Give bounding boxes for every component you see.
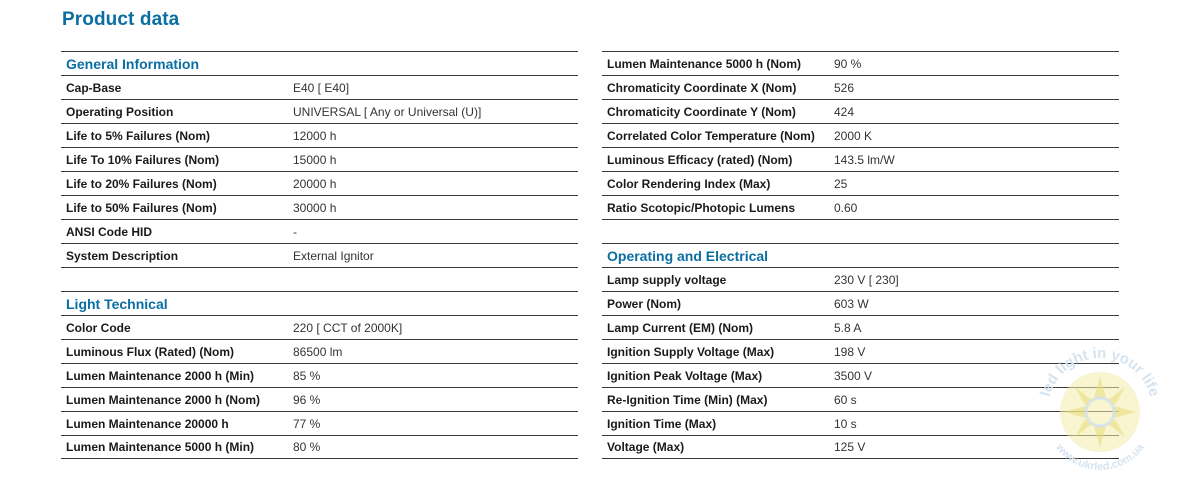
property-value: 2000 K <box>834 128 873 143</box>
property-name: Color Rendering Index (Max) <box>607 176 771 191</box>
property-value: 424 <box>834 104 855 119</box>
section-heading-operating-electrical: Operating and Electrical <box>602 243 1119 267</box>
property-name: System Description <box>66 248 179 263</box>
property-value: 85 % <box>293 368 321 383</box>
property-value: 125 V <box>834 440 866 454</box>
watermark-top-text: led light in your life <box>1037 344 1163 399</box>
property-value: 3500 V <box>834 368 873 383</box>
property-value: 143.5 lm/W <box>834 152 895 167</box>
table-row <box>602 291 1119 315</box>
property-value: 10 s <box>834 416 857 431</box>
table-row <box>602 171 1119 195</box>
property-value: 230 V [ 230] <box>834 272 899 287</box>
property-name: Lamp supply voltage <box>607 272 727 287</box>
table-row <box>61 243 578 267</box>
table-row <box>61 435 578 459</box>
table-row <box>61 147 578 171</box>
table-row <box>61 387 578 411</box>
property-value: 5.8 A <box>834 320 862 335</box>
property-value: 12000 h <box>293 128 337 143</box>
property-value: 526 <box>834 80 855 95</box>
table-row <box>602 51 1119 75</box>
table-row <box>61 171 578 195</box>
property-name: Ratio Scotopic/Photopic Lumens <box>607 200 796 215</box>
property-name: Cap-Base <box>66 80 122 95</box>
property-value: 60 s <box>834 392 857 407</box>
property-name: Life to 50% Failures (Nom) <box>66 200 217 215</box>
left-column <box>61 51 578 459</box>
property-name: Life to 5% Failures (Nom) <box>66 128 211 143</box>
property-name: ANSI Code HID <box>66 224 153 239</box>
property-value: 86500 lm <box>293 344 343 359</box>
property-name: Lumen Maintenance 2000 h (Nom) <box>66 392 261 407</box>
property-value: 198 V <box>834 344 866 359</box>
table-row <box>602 75 1119 99</box>
property-value: 90 % <box>834 56 862 71</box>
table-row <box>602 99 1119 123</box>
property-name: Re-Ignition Time (Min) (Max) <box>607 392 768 407</box>
property-value: UNIVERSAL [ Any or Universal (U)] <box>293 104 482 119</box>
property-value: 15000 h <box>293 152 337 167</box>
table-row <box>61 123 578 147</box>
section-heading-general: General Information <box>61 51 578 75</box>
property-value: 80 % <box>293 440 321 454</box>
table-row <box>61 99 578 123</box>
property-name: Lamp Current (EM) (Nom) <box>607 320 753 335</box>
property-name: Color Code <box>66 320 131 335</box>
table-row <box>61 219 578 243</box>
property-name: Ignition Peak Voltage (Max) <box>607 368 763 383</box>
property-value: 77 % <box>293 416 321 431</box>
property-name: Lumen Maintenance 2000 h (Min) <box>66 368 255 383</box>
property-name: Life to 20% Failures (Nom) <box>66 176 217 191</box>
table-row <box>602 267 1119 291</box>
property-name: Chromaticity Coordinate X (Nom) <box>607 80 797 95</box>
property-name: Voltage (Max) <box>607 440 685 454</box>
property-value: 220 [ CCT of 2000K] <box>293 320 403 335</box>
watermark-bottom-text: www.ukrled.com.ua <box>1053 441 1147 474</box>
table-row <box>61 339 578 363</box>
ukrled-watermark-logo <box>1030 340 1170 480</box>
property-name: Lumen Maintenance 5000 h (Min) <box>66 440 255 454</box>
table-row <box>61 411 578 435</box>
property-value: - <box>293 224 297 239</box>
property-name: Lumen Maintenance 5000 h (Nom) <box>607 56 802 71</box>
page-title: Product data <box>62 9 180 30</box>
property-name: Luminous Efficacy (rated) (Nom) <box>607 152 793 167</box>
section-heading-light-technical: Light Technical <box>61 291 578 315</box>
property-name: Chromaticity Coordinate Y (Nom) <box>607 104 796 119</box>
property-name: Life To 10% Failures (Nom) <box>66 152 220 167</box>
property-name: Correlated Color Temperature (Nom) <box>607 128 815 143</box>
property-value: 0.60 <box>834 200 858 215</box>
table-row <box>602 123 1119 147</box>
spacer-row <box>602 219 1119 243</box>
property-name: Power (Nom) <box>607 296 682 311</box>
property-value: External Ignitor <box>293 248 374 263</box>
table-row <box>61 315 578 339</box>
property-name: Ignition Time (Max) <box>607 416 717 431</box>
property-value: 96 % <box>293 392 321 407</box>
spacer-row <box>61 267 578 291</box>
table-row <box>602 195 1119 219</box>
table-row <box>61 195 578 219</box>
table-row <box>61 75 578 99</box>
property-value: 20000 h <box>293 176 337 191</box>
table-row <box>602 315 1119 339</box>
property-value: 30000 h <box>293 200 337 215</box>
table-row <box>61 363 578 387</box>
property-value: E40 [ E40] <box>293 80 350 95</box>
table-row <box>602 147 1119 171</box>
property-name: Operating Position <box>66 104 174 119</box>
property-name: Lumen Maintenance 20000 h <box>66 416 229 431</box>
property-value: 25 <box>834 176 848 191</box>
property-name: Ignition Supply Voltage (Max) <box>607 344 775 359</box>
property-name: Luminous Flux (Rated) (Nom) <box>66 344 234 359</box>
property-value: 603 W <box>834 296 869 311</box>
